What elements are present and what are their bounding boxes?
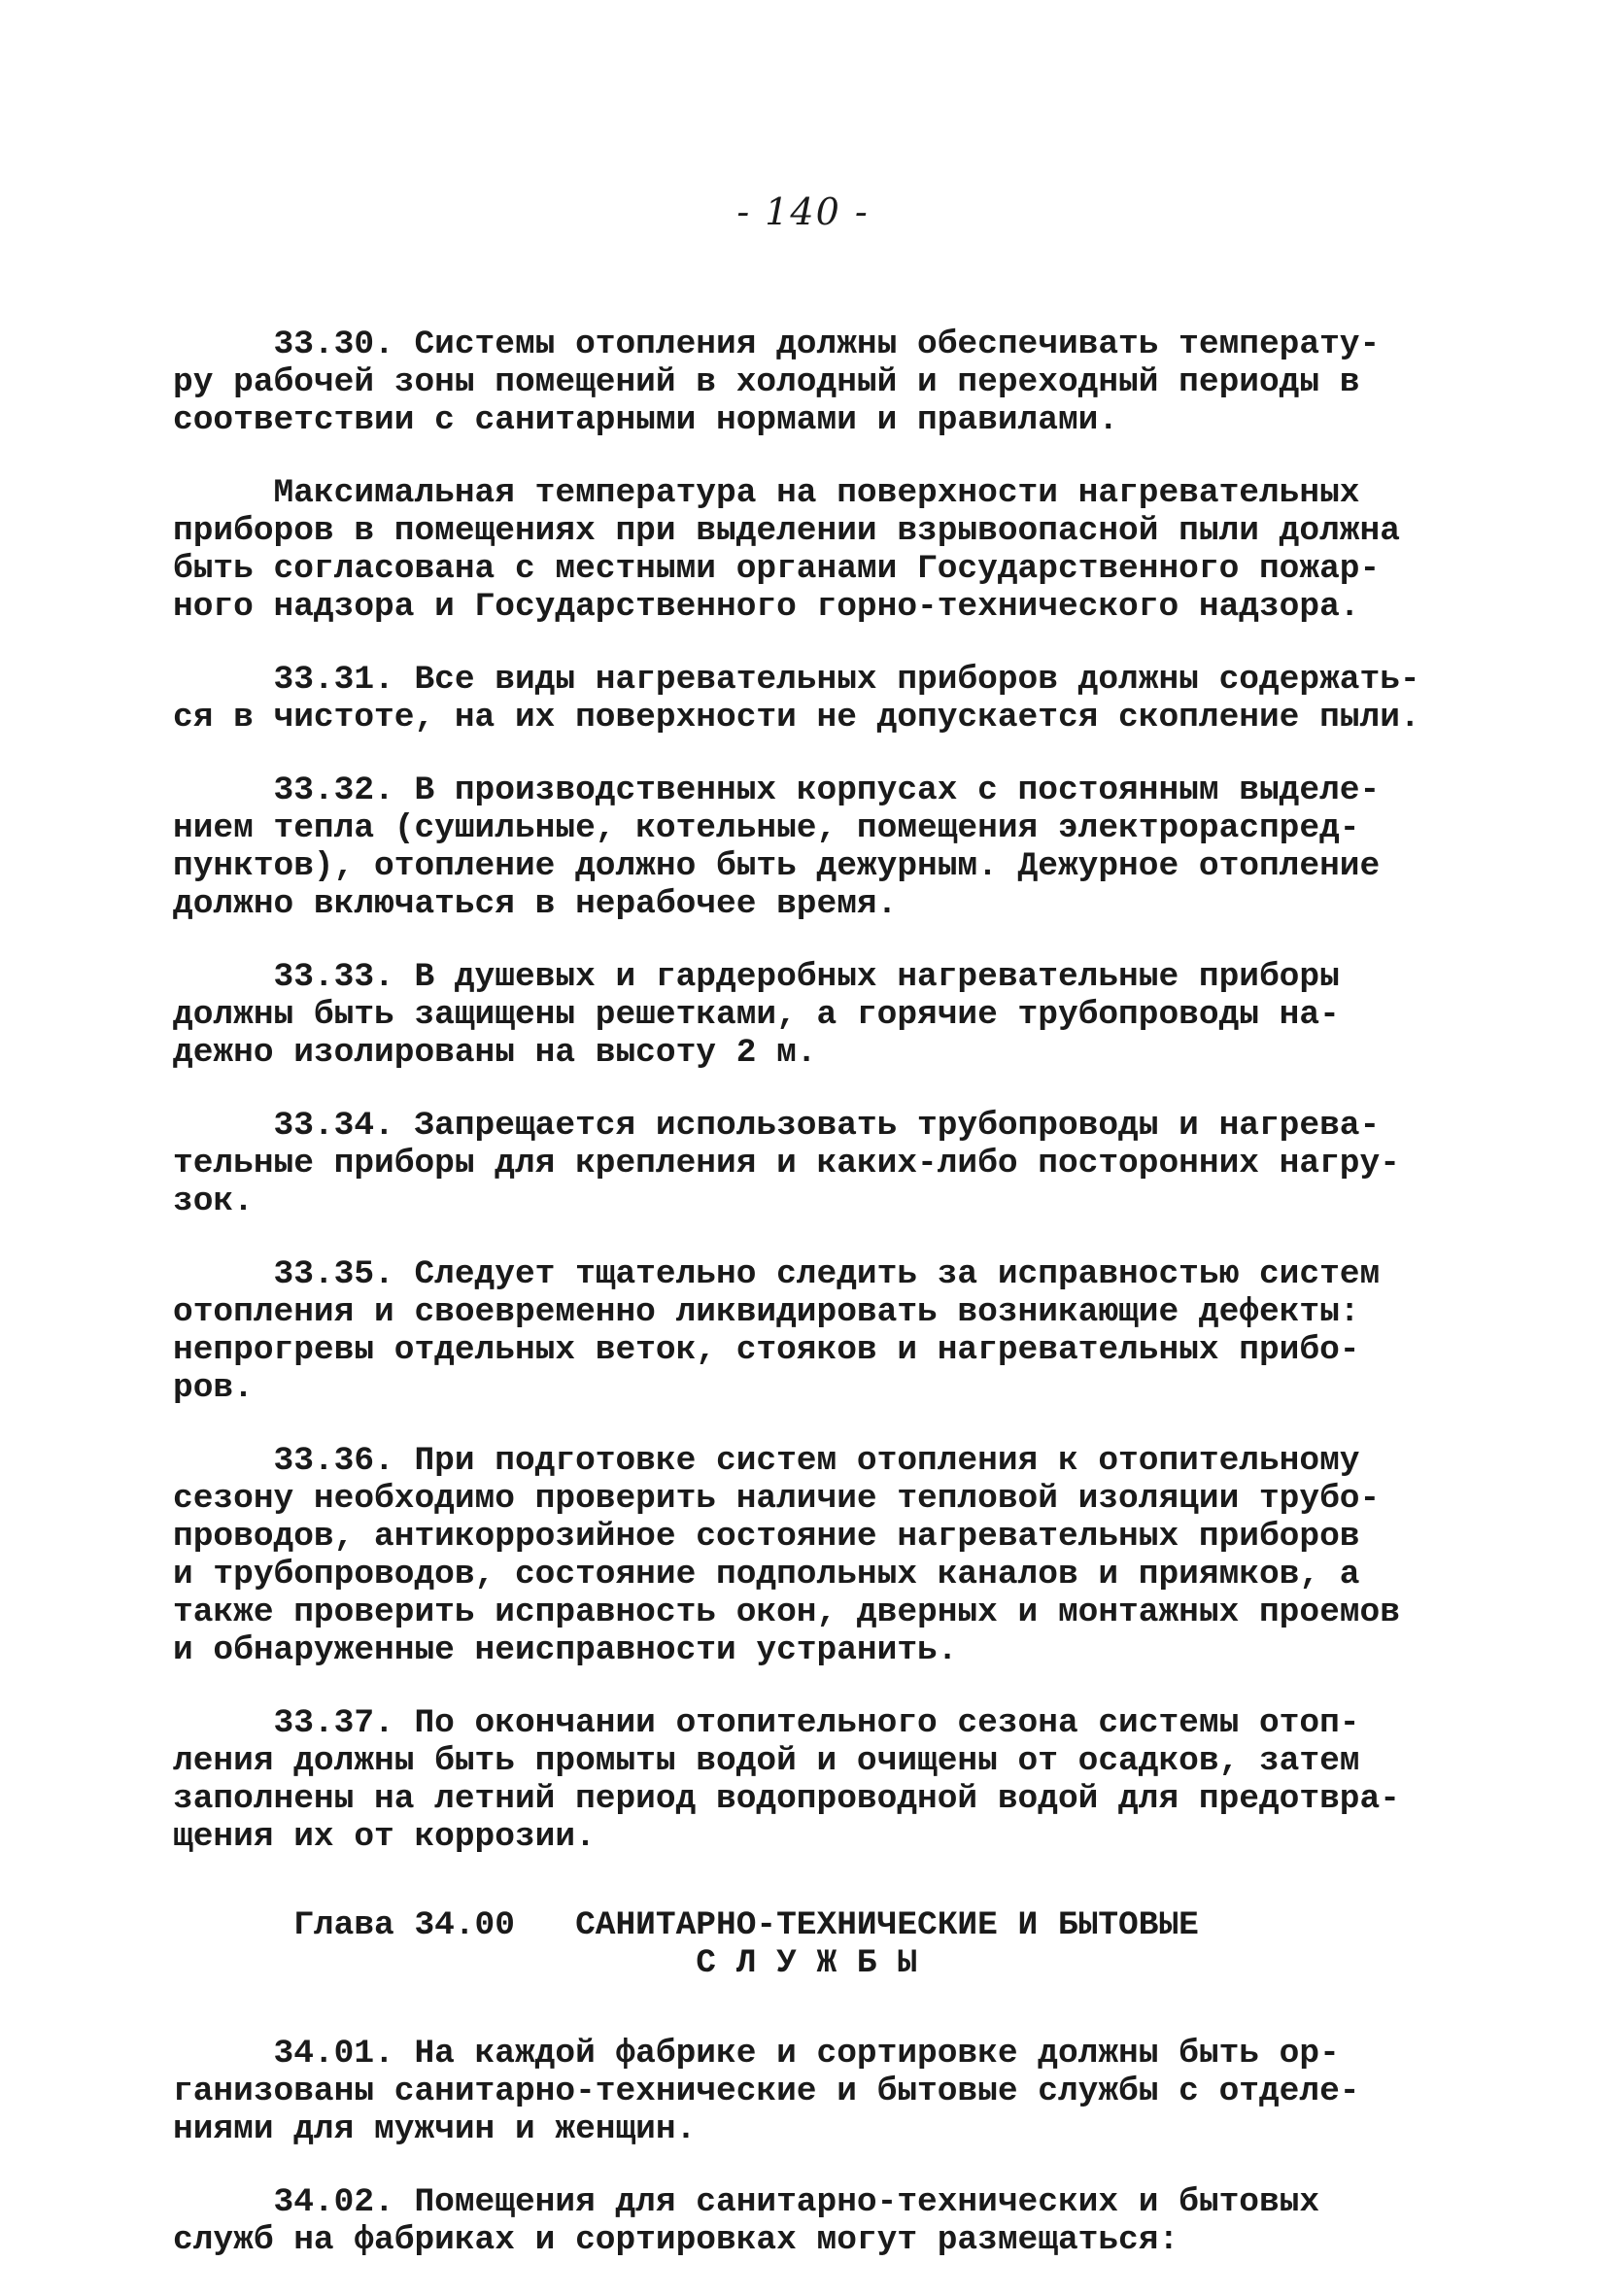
text-line: отопления и своевременно ликвидировать возникающие дефекты: bbox=[173, 1293, 1360, 1331]
paragraph-33-36 bbox=[173, 1442, 1446, 1669]
text-line: непрогревы отдельных веток, стояков и нагревательных прибо- bbox=[173, 1331, 1360, 1369]
paragraph-33-30 bbox=[173, 326, 1446, 439]
text-line: соответствии с санитарными нормами и правилами. bbox=[173, 401, 1119, 439]
text-line: 33.34. Запрещается использовать трубопроводы и нагрева- bbox=[173, 1107, 1381, 1145]
text-line: также проверить исправность окон, дверных и монтажных проемов bbox=[173, 1593, 1400, 1631]
text-line: заполнены на летний период водопроводной водой для предотвра- bbox=[173, 1780, 1400, 1818]
paragraph-33-34 bbox=[173, 1107, 1446, 1220]
text-line: и трубопроводов, состояние подпольных каналов и приямков, а bbox=[173, 1556, 1360, 1593]
text-line: служб на фабриках и сортировках могут размещаться: bbox=[173, 2221, 1179, 2259]
chapter-heading bbox=[173, 1906, 1446, 1982]
text-line: Максимальная температура на поверхности нагревательных bbox=[173, 474, 1360, 512]
paragraph-33-37 bbox=[173, 1704, 1446, 1856]
text-line: проводов, антикоррозийное состояние нагревательных приборов bbox=[173, 1518, 1360, 1556]
text-line: 33.35. Следует тщательно следить за исправностью систем bbox=[173, 1255, 1381, 1293]
text-line: ров. bbox=[173, 1369, 254, 1407]
paragraph-33-35 bbox=[173, 1255, 1446, 1407]
text-line: сезону необходимо проверить наличие тепловой изоляции трубо- bbox=[173, 1480, 1381, 1518]
text-line: ления должны быть промыты водой и очищены от осадков, затем bbox=[173, 1742, 1360, 1780]
chapter-heading-line: Глава 34.00 САНИТАРНО-ТЕХНИЧЕСКИЕ И БЫТОВЫЕ bbox=[173, 1906, 1199, 1944]
paragraph-34-02 bbox=[173, 2183, 1446, 2259]
chapter-heading-line: С Л У Ж Б Ы bbox=[173, 1944, 918, 1982]
paragraph-33-33 bbox=[173, 958, 1446, 1072]
text-line: зок. bbox=[173, 1182, 254, 1220]
text-line: 34.02. Помещения для санитарно-технических и бытовых bbox=[173, 2183, 1320, 2221]
text-line: ниями для мужчин и женщин. bbox=[173, 2110, 697, 2148]
paragraph-33-32 bbox=[173, 771, 1446, 923]
page-number: - 140 - bbox=[736, 190, 870, 233]
text-line: должны быть защищены решетками, а горячие трубопроводы на- bbox=[173, 996, 1340, 1034]
text-line: тельные приборы для крепления и каких-либо посторонних нагру- bbox=[173, 1145, 1400, 1182]
text-line: ного надзора и Государственного горно-технического надзора. bbox=[173, 588, 1360, 626]
text-line: пунктов), отопление должно быть дежурным. Дежурное отопление bbox=[173, 847, 1381, 885]
paragraph-33-31 bbox=[173, 661, 1446, 737]
document-body bbox=[173, 326, 1446, 2294]
text-line: 33.30. Системы отопления должны обеспечивать температу- bbox=[173, 326, 1381, 363]
paragraph-34-01 bbox=[173, 2035, 1446, 2148]
text-line: 33.31. Все виды нагревательных приборов должны содержать- bbox=[173, 661, 1420, 699]
paragraph-33-30-b bbox=[173, 474, 1446, 626]
text-line: приборов в помещениях при выделении взрывоопасной пыли должна bbox=[173, 512, 1400, 550]
text-line: дежно изолированы на высоту 2 м. bbox=[173, 1034, 817, 1072]
text-line: и обнаруженные неисправности устранить. bbox=[173, 1631, 958, 1669]
text-line: ру рабочей зоны помещений в холодный и переходный периоды в bbox=[173, 363, 1360, 401]
text-line: должно включаться в нерабочее время. bbox=[173, 885, 898, 923]
text-line: 34.01. На каждой фабрике и сортировке должны быть ор- bbox=[173, 2035, 1340, 2073]
text-line: нием тепла (сушильные, котельные, помещения электрораспред- bbox=[173, 809, 1360, 847]
text-line: 33.37. По окончании отопительного сезона системы отоп- bbox=[173, 1704, 1360, 1742]
text-line: 33.33. В душевых и гардеробных нагревательные приборы bbox=[173, 958, 1340, 996]
text-line: 33.32. В производственных корпусах с постоянным выделе- bbox=[173, 771, 1381, 809]
text-line: щения их от коррозии. bbox=[173, 1818, 596, 1856]
text-line: ганизованы санитарно-технические и бытовые службы с отделе- bbox=[173, 2073, 1360, 2110]
text-line: ся в чистоте, на их поверхности не допускается скопление пыли. bbox=[173, 699, 1420, 737]
text-line: 33.36. При подготовке систем отопления к отопительному bbox=[173, 1442, 1360, 1480]
text-line: быть согласована с местными органами Государственного пожар- bbox=[173, 550, 1381, 588]
